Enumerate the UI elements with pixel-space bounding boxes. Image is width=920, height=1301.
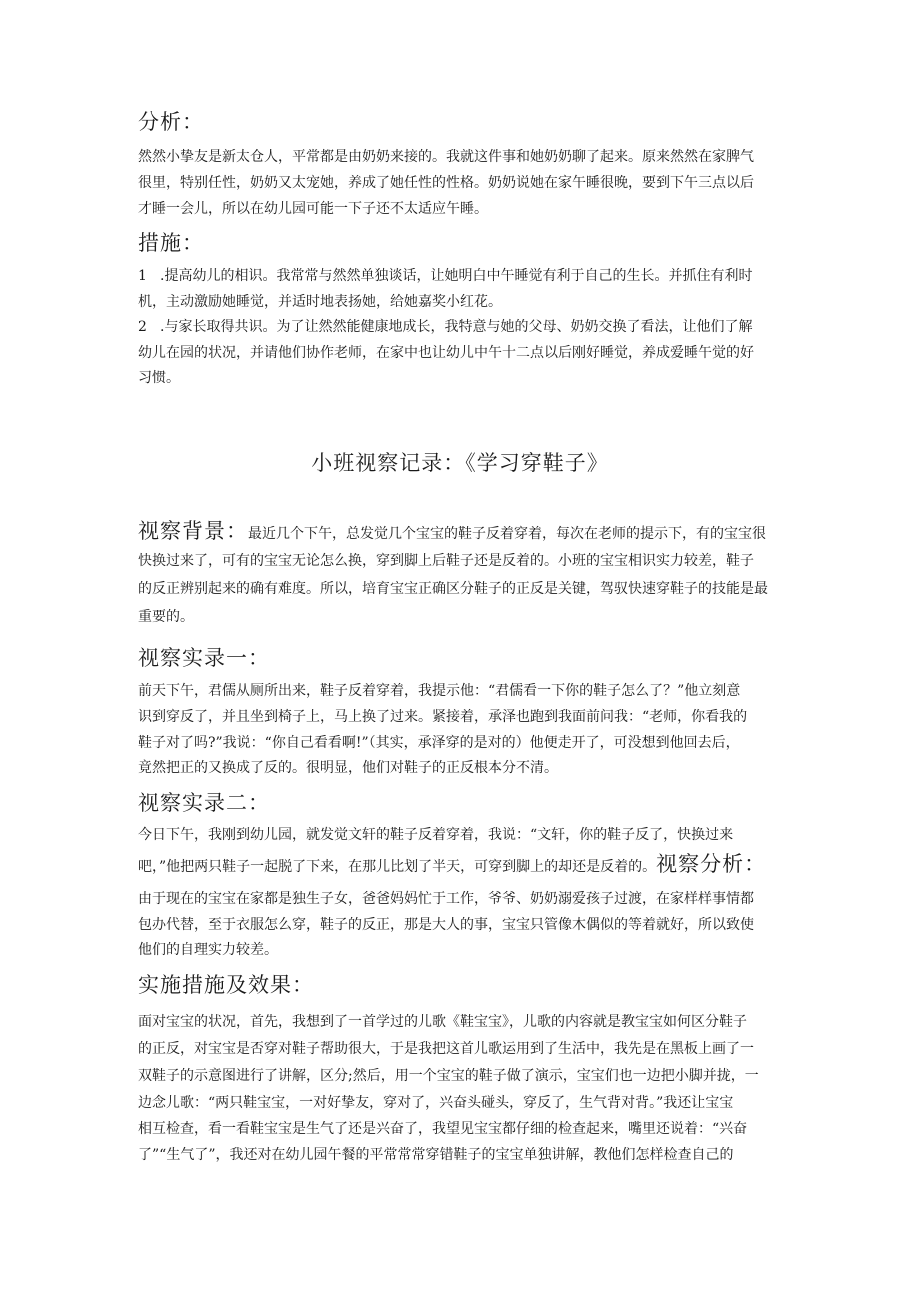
effects-line: 双鞋子的示意图进行了讲解，区分;然后，用一个宝宝的鞋子做了演示，宝宝们也一边把小脚并拢，一 (138, 1068, 759, 1084)
background-heading: 视察背景： (138, 519, 248, 543)
measure-line: 机，主动激励她睡觉，并适时地表扬她，给她嘉奖小红花。 (138, 294, 502, 310)
analysis-heading: 分析： (138, 110, 204, 134)
background-line: 快换过来了，可有的宝宝无论怎么换，穿到脚上后鞋子还是反着的。小班的宝宝相识实力较差，鞋子 (138, 553, 754, 569)
measure-line: 幼儿在园的状况，并请他们协作老师，在家中也让幼儿中午十二点以后刚好睡觉，养成爱睡午觉的好 (138, 345, 754, 361)
measure-number: 1 (138, 268, 147, 284)
record1-line: 竟然把正的又换成了反的。很明显，他们对鞋子的正反根本分不清。 (138, 760, 558, 776)
background-line: 的反正辨别起来的确有难度。所以，培育宝宝正确区分鞋子的正反是关键，驾驭快速穿鞋子的技能是最 (138, 581, 768, 597)
background-line: 重要的。 (138, 609, 194, 625)
effects-line: 边念儿歌：“两只鞋宝宝，一对好挚友，穿对了，兴奋头碰头，穿反了，生气背对背。”我还让宝宝 (138, 1095, 734, 1111)
record1-line: 识到穿反了，并且坐到椅子上，马上换了过来。紧接着，承泽也跑到我面前问我：“老师，你看我的 (138, 709, 748, 725)
analysis-line: 很里，特别任性，奶奶又太宠她，养成了她任性的性格。奶奶说她在家午睡很晚，要到下午三点以后 (138, 175, 754, 191)
analysis2-line: 由于现在的宝宝在家都是独生子女，爸爸妈妈忙于工作，爷爷、奶奶溺爱孩子过渡，在家样样事情都 (138, 891, 754, 907)
analysis-line: 才睡一会儿，所以在幼儿园可能一下子还不太适应午睡。 (138, 201, 488, 217)
record1-line: 鞋子对了吗?”我说：“你自己看看啊!”（其实，承泽穿的是对的）他便走开了，可没想到他回去后， (138, 735, 740, 751)
analysis2-heading: 视察分析： (656, 852, 767, 876)
effects-line: 了”“生气了”，我还对在幼儿园午餐的平常常常穿错鞋子的宝宝单独讲解，教他们怎样检查自己的 (138, 1147, 734, 1163)
effects-line: 的正反，对宝宝是否穿对鞋子帮助很大，于是我把这首儿歌运用到了生活中，我先是在黑板上画了一 (138, 1041, 754, 1057)
record2-heading: 视察实录二： (138, 791, 270, 815)
record1-line: 前天下午，君儒从厕所出来，鞋子反着穿着，我提示他：“君儒看一下你的鞋子怎么了？”他立刻意 (138, 683, 741, 699)
page-title: 小班视察记录：《学习穿鞋子》 (311, 451, 609, 475)
measure-item (138, 263, 786, 289)
measure-item (138, 314, 786, 340)
effects-line: 相互检查，看一看鞋宝宝是生气了还是兴奋了，我望见宝宝都仔细的检查起来，嘴里还说着：“兴奋 (138, 1121, 748, 1137)
effects-line: 面对宝宝的状况，首先，我想到了一首学过的儿歌《鞋宝宝》，儿歌的内容就是教宝宝如何区分鞋子 (138, 1014, 747, 1030)
effects-heading: 实施措施及效果： (138, 973, 314, 997)
measure-line: 习惯。 (138, 370, 180, 386)
background-line: 最近几个下午，总发觉几个宝宝的鞋子反着穿着，每次在老师的提示下，有的宝宝很 (248, 526, 766, 542)
analysis2-line: 他们的自理实力较差。 (138, 942, 278, 958)
record2-line-with-heading (138, 851, 786, 880)
background-first-line (138, 518, 786, 547)
measures-heading: 措施： (138, 231, 204, 255)
record2-line: 吧，”他把两只鞋子一起脱了下来，在那儿比划了半天，可穿到脚上的却还是反着的。 (138, 859, 657, 875)
measure-line: .与家长取得共识。为了让然然能健康地成长，我特意与她的父母、奶奶交换了看法，让他们了解 (160, 319, 753, 335)
analysis-line: 然然小挚友是新太仓人，平常都是由奶奶来接的。我就这件事和她奶奶聊了起来。原来然然在家脾气 (138, 149, 754, 165)
measure-line: .提高幼儿的相识。我常常与然然单独谈话，让她明白中午睡觉有利于自己的生长。并抓住有利时 (160, 268, 753, 284)
record2-line: 今日下午，我刚到幼儿园，就发觉文轩的鞋子反着穿着，我说：“文轩，你的鞋子反了，快换过来 (138, 827, 734, 843)
analysis2-line: 包办代替，至于衣服怎么穿，鞋子的反正，那是大人的事，宝宝只管像木偶似的等着就好，所以致使 (138, 917, 754, 933)
measure-number: 2 (138, 319, 147, 335)
record1-heading: 视察实录一： (138, 646, 270, 670)
